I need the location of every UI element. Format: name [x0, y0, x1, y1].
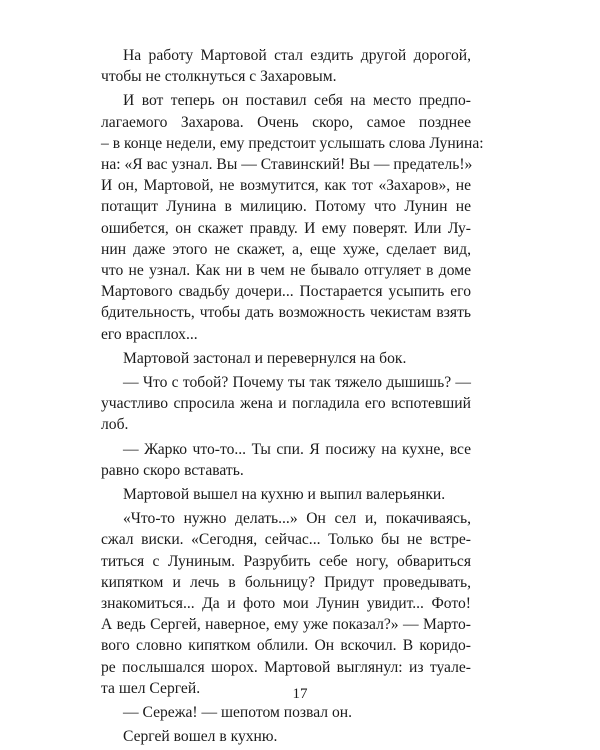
text-line: вого словно кипятком облили. Он вскочил. В коридо-: [101, 637, 471, 655]
text-line: бдительность, чтобы дать возможность чекистам взять: [101, 304, 471, 322]
paragraph-4: [101, 372, 471, 436]
paragraph-3: [101, 348, 471, 369]
page-text-block: [101, 45, 484, 748]
text-line: лоб.: [101, 416, 129, 434]
text-line: На работу Мартовой стал ездить другой дорогой,: [123, 47, 471, 64]
text-line: И он, Мартовой, не возмутится, как тот «Захаров», не: [101, 177, 471, 195]
paragraph-6: [101, 484, 471, 505]
text-line: Сергей вошел в кухню.: [123, 728, 278, 746]
text-line: Мартового свадьбу дочери... Постарается усыпить его: [101, 283, 471, 301]
text-line: равно скоро вставать.: [101, 461, 244, 479]
text-line: потащит Лунина в милицию. Потому что Лунин не: [101, 198, 471, 216]
text-line: И вот теперь он поставил себя на место предпо-: [123, 92, 471, 110]
text-line: сжал виски. «Сегодня, сейчас... Только бы не встре-: [101, 531, 471, 549]
page-number: 17: [292, 686, 308, 702]
text-line: участливо спросила жена и погладила его вспотевший: [101, 395, 471, 413]
text-line: — Сережа! — шепотом позвал он.: [123, 704, 352, 722]
paragraph-2: [101, 90, 484, 344]
text-line: ошибется, он скажет правду. И ему поверят. Или Лу-: [101, 219, 471, 237]
text-line: Мартовой вышел на кухню и выпил валерьянки.: [123, 486, 446, 504]
text-line: кипятком и лечь в больницу? Придут проведывать,: [101, 573, 471, 591]
paragraph-5: [101, 439, 471, 481]
text-line: та шел Сергей.: [101, 679, 201, 697]
text-line: его врасплох...: [101, 325, 198, 343]
text-line: «Что-то нужно делать...» Он сел и, покачиваясь,: [123, 510, 471, 528]
text-line: на: «Я вас узнал. Вы — Ставинский! Вы — предатель!»: [101, 156, 473, 174]
text-line: что не узнал. Как ни в чем не бывало отгуляет в доме: [101, 262, 471, 280]
paragraph-7: [101, 508, 471, 699]
text-line: — Жарко что-то... Ты спи. Я посижу на кухне, все: [123, 440, 471, 458]
text-line: ре послышался шорох. Мартовой выглянул: из туале-: [101, 658, 471, 676]
paragraph-8: [101, 702, 471, 723]
paragraph-9: [101, 726, 471, 747]
text-line: чтобы не столкнуться с Захаровым.: [101, 68, 337, 86]
paragraph-1: [101, 45, 471, 87]
text-line: — Что с тобой? Почему ты так тяжело дышишь? —: [123, 374, 471, 392]
text-line: знакомиться... Да и фото мои Лунин увидит... Фото!: [101, 595, 471, 613]
text-line: А ведь Сергей, наверное, ему уже показал?» — Марто-: [101, 616, 471, 634]
text-line: – в конце недели, ему предстоит услышать слова Лунина:: [101, 134, 484, 152]
text-line: лагаемого Захарова. Очень скоро, самое позднее: [101, 113, 471, 131]
text-line: титься с Луниным. Разрубить себе ногу, обвариться: [101, 552, 471, 570]
text-line: нин даже этого не скажет, а, еще хуже, сделает вид,: [101, 240, 471, 258]
text-line: Мартовой застонал и перевернулся на бок.: [123, 349, 407, 367]
